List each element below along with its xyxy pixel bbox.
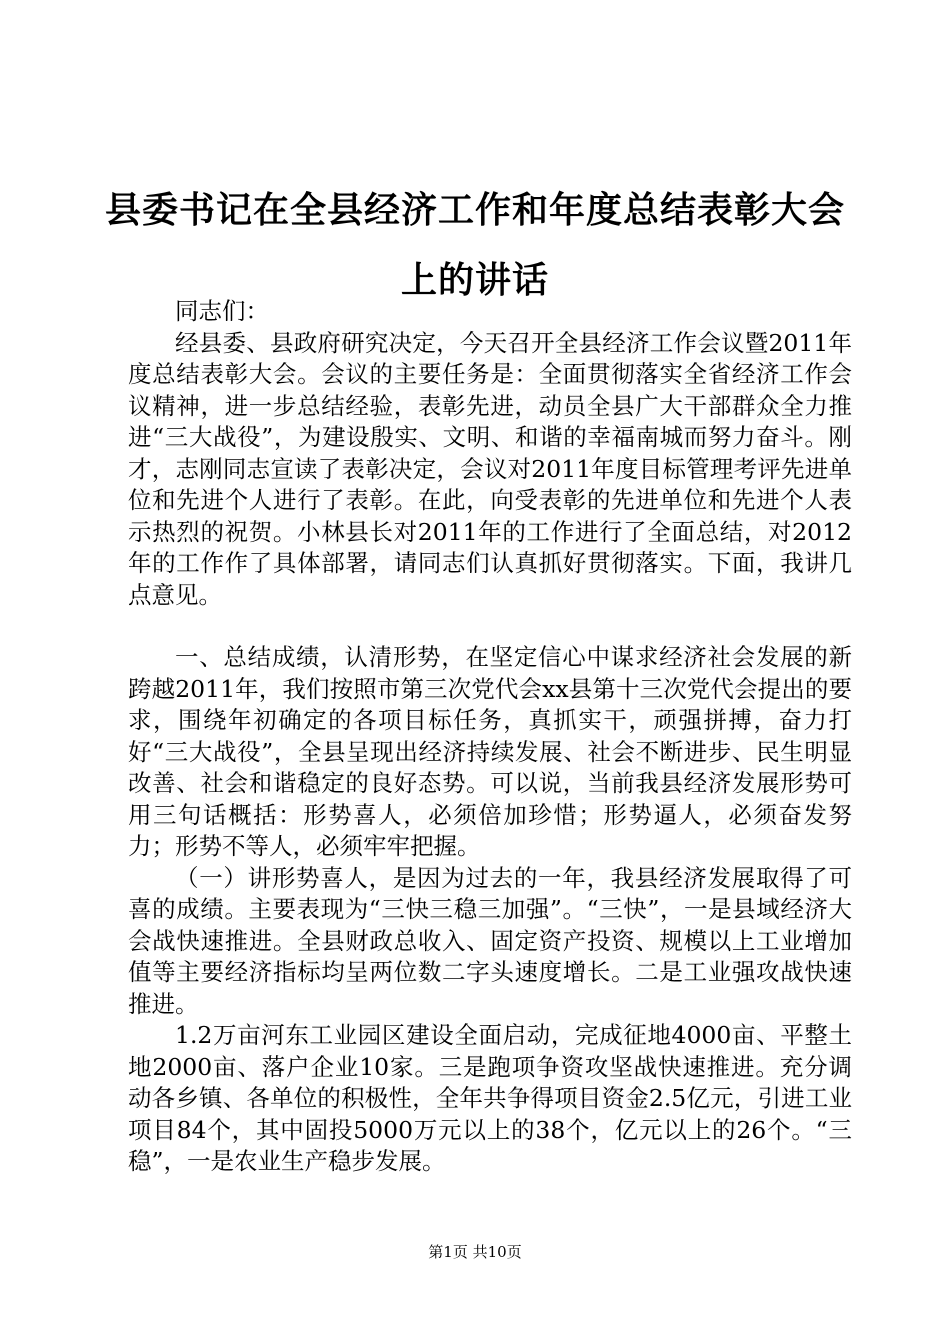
title-line-2: 上的讲话 bbox=[400, 260, 549, 301]
paragraph-section-one: 一、总结成绩，认清形势，在坚定信心中谋求经济社会发展的新跨越2011年，我们按照市第三次党代会xx县第十三次党代会提出的要求，围绕年初确定的各项目标任务，真抓实干，顽强拼搏，奋力打好“三大战役”，全县呈现出经济持续发展、社会不断进步、民生明显改善、社会和谐稳定的良好态势。可以说，当前我县经济发展形势可用三句话概括：形势喜人，必须倍加珍惜；形势逼人，必须奋发努力；形势不等人，必须牢牢把握。 bbox=[128, 643, 852, 860]
document-title bbox=[100, 176, 850, 316]
page-number-footer: 第1页 共10页 bbox=[428, 1243, 522, 1261]
title-line-1: 县委书记在全县经济工作和年度总结表彰大会 bbox=[104, 190, 845, 231]
paragraph-subsection-one: （一）讲形势喜人，是因为过去的一年，我县经济发展取得了可喜的成绩。主要表现为“三快三稳三加强”。“三快”，一是县域经济大会战快速推进。全县财政总收入、固定资产投资、规模以上工业增加值等主要经济指标均呈两位数二字头速度增长。二是工业强攻战快速推进。 bbox=[128, 863, 852, 1018]
document-body bbox=[128, 296, 852, 1178]
paragraph-industrial-park: 1.2万亩河东工业园区建设全面启动，完成征地4000亩、平整土地2000亩、落户企业10家。三是跑项争资攻坚战快速推进。充分调动各乡镇、各单位的积极性，全年共争得项目资金2.5亿元，引进工业项目84个，其中固投5000万元以上的38个，亿元以上的26个。“三稳”，一是农业生产稳步发展。 bbox=[128, 1021, 852, 1175]
salutation: 同志们： bbox=[175, 297, 269, 325]
paragraph-intro: 经县委、县政府研究决定，今天召开全县经济工作会议暨2011年度总结表彰大会。会议的主要任务是：全面贯彻落实全省经济工作会议精神，进一步总结经验，表彰先进，动员全县广大干部群众全力推进“三大战役”，为建设殷实、文明、和谐的幸福南城而努力奋斗。刚才，志刚同志宣读了表彰决定，会议对2011年度目标管理考评先进单位和先进个人进行了表彰。在此，向受表彰的先进单位和先进个人表示热烈的祝贺。小林县长对2011年的工作进行了全面总结，对2012年的工作作了具体部署，请同志们认真抓好贯彻落实。下面，我讲几点意见。 bbox=[128, 328, 852, 609]
